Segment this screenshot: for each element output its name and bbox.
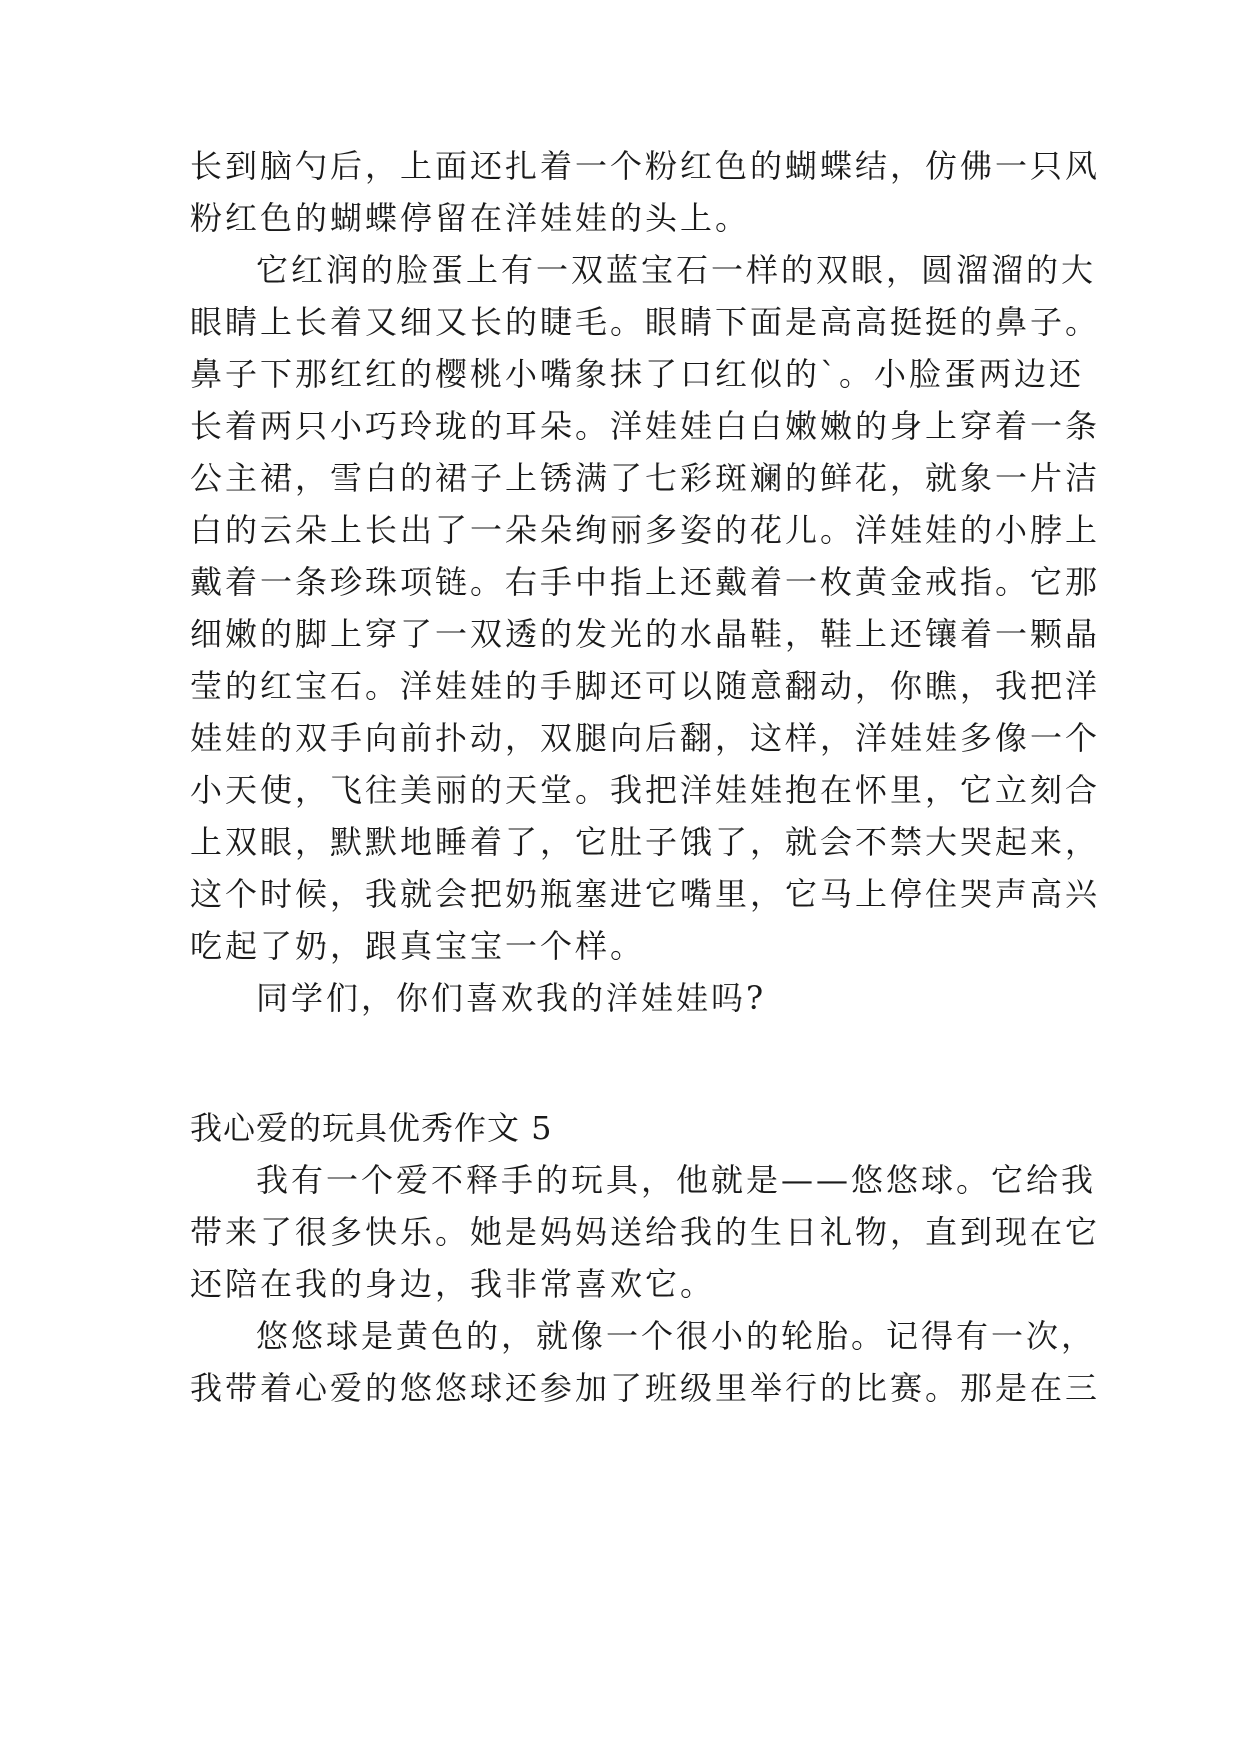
text-line: 吃起了奶，跟真宝宝一个样。 (190, 927, 646, 965)
paragraph-start-line: 悠悠球是黄色的，就像一个很小的轮胎。记得有一次， (256, 1317, 1097, 1355)
text-line: 娃娃的双手向前扑动，双腿向后翻，这样，洋娃娃多像一个 (190, 719, 1101, 757)
text-line: 白的云朵上长出了一朵朵绚丽多姿的花儿。洋娃娃的小脖上 (190, 511, 1101, 549)
text-line: 细嫩的脚上穿了一双透的发光的水晶鞋，鞋上还镶着一颗晶 (190, 615, 1101, 653)
paragraph-start-line: 我有一个爱不释手的玩具，他就是——悠悠球。它给我 (256, 1161, 1097, 1199)
text-line: 眼睛上长着又细又长的睫毛。眼睛下面是高高挺挺的鼻子。 (190, 303, 1101, 341)
text-line: 带来了很多快乐。她是妈妈送给我的生日礼物，直到现在它 (190, 1213, 1101, 1251)
text-line: 公主裙，雪白的裙子上锈满了七彩斑斓的鲜花，就象一片洁 (190, 459, 1101, 497)
text-line: 长着两只小巧玲珑的耳朵。洋娃娃白白嫩嫩的身上穿着一条 (190, 407, 1101, 445)
text-line: 我带着心爱的悠悠球还参加了班级里举行的比赛。那是在三 (190, 1369, 1101, 1407)
paragraph-start-line: 它红润的脸蛋上有一双蓝宝石一样的双眼，圆溜溜的大 (256, 251, 1097, 289)
text-line: 小天使，飞往美丽的天堂。我把洋娃娃抱在怀里，它立刻合 (190, 771, 1101, 809)
text-line: 上双眼，默默地睡着了，它肚子饿了，就会不禁大哭起来， (190, 823, 1101, 861)
text-line: 粉红色的蝴蝶停留在洋娃娃的头上。 (190, 199, 751, 237)
text-line: 莹的红宝石。洋娃娃的手脚还可以随意翻动，你瞧，我把洋 (190, 667, 1101, 705)
text-line: 还陪在我的身边，我非常喜欢它。 (190, 1265, 716, 1303)
section-heading: 我心爱的玩具优秀作文 5 (190, 1109, 553, 1147)
text-line: 戴着一条珍珠项链。右手中指上还戴着一枚黄金戒指。它那 (190, 563, 1101, 601)
text-line: 这个时候，我就会把奶瓶塞进它嘴里，它马上停住哭声高兴 (190, 875, 1101, 913)
text-line: 长到脑勺后，上面还扎着一个粉红色的蝴蝶结，仿佛一只风 (190, 147, 1101, 185)
text-line: 鼻子下那红红的樱桃小嘴象抹了口红似的`。小脸蛋两边还 (190, 355, 1085, 393)
paragraph-start-line: 同学们，你们喜欢我的洋娃娃吗? (256, 979, 767, 1017)
